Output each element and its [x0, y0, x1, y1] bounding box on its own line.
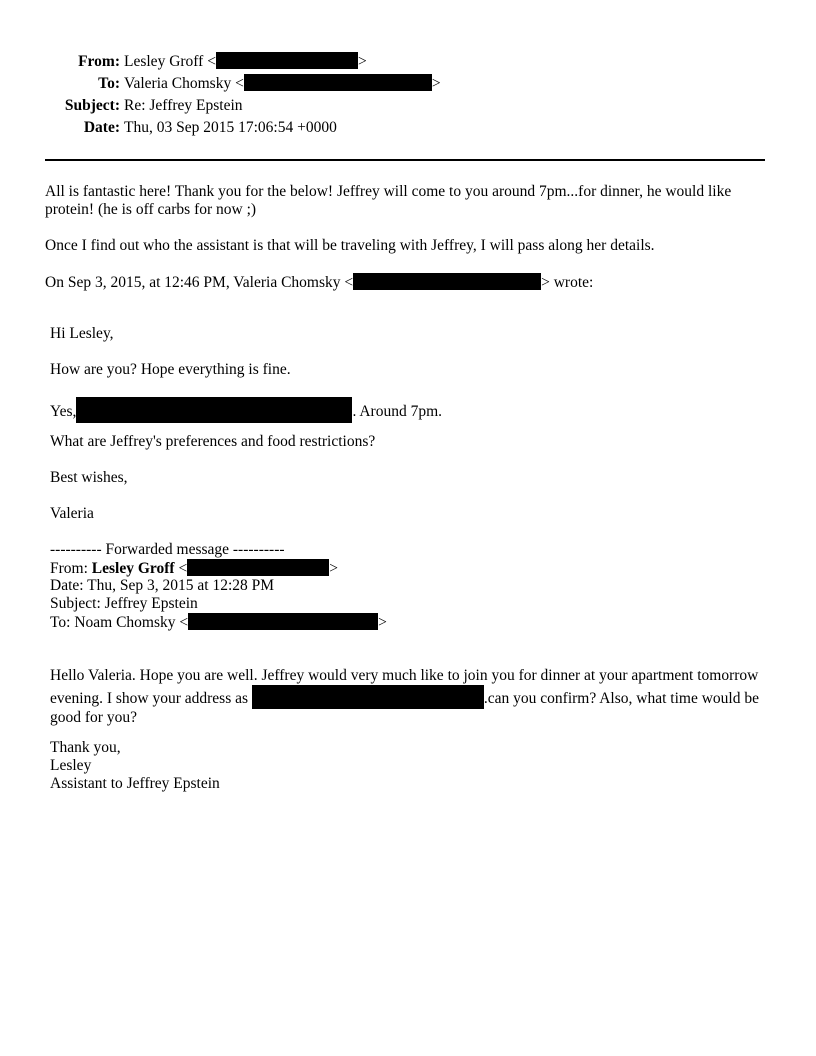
- redaction-box: [252, 685, 484, 709]
- redaction-box: [76, 397, 352, 423]
- quoted-line-1: How are you? Hope everything is fine.: [50, 361, 291, 378]
- quoted-line-3: What are Jeffrey's preferences and food restrictions?: [50, 433, 376, 450]
- quoted-line-2: [50, 397, 765, 423]
- forwarded-from-open: <: [174, 560, 188, 577]
- to-label: To:: [98, 75, 120, 92]
- header-date-row: [0, 118, 337, 138]
- header-subject-row: [0, 96, 243, 116]
- redaction-box: [187, 559, 329, 576]
- quoted-signature: Valeria: [50, 505, 94, 522]
- redaction-box: [353, 273, 541, 290]
- forwarded-to-prefix: To: Noam Chomsky <: [50, 614, 189, 631]
- redaction-box: [216, 52, 358, 69]
- subject-value: Re: Jeffrey Epstein: [124, 97, 243, 114]
- date-value: Thu, 03 Sep 2015 17:06:54 +0000: [124, 119, 337, 136]
- quoted-greeting: Hi Lesley,: [50, 325, 114, 342]
- redaction-box: [188, 613, 378, 630]
- forwarded-from-line: [50, 559, 765, 578]
- reply-attribution: [45, 273, 769, 292]
- forwarded-to-line: [50, 613, 765, 632]
- original-body-part-1: Hello Valeria. Hope you are well. Jeffrey would very much like to join you for dinner at your apartment tomorrow evening. I show your address as: [50, 667, 759, 707]
- forwarded-from-close: >: [329, 560, 338, 577]
- forwarded-separator: ---------- Forwarded message ----------: [50, 541, 285, 558]
- forwarded-from-label: From:: [50, 560, 92, 577]
- from-close-bracket: >: [357, 53, 367, 70]
- to-value: [124, 75, 441, 92]
- original-body: [50, 667, 760, 727]
- original-thanks: Thank you,: [50, 739, 121, 756]
- reply-paragraph-1: All is fantastic here! Thank you for the below! Jeffrey will come to you around 7pm...for dinner, he would like protein! (he is off carbs for now ;): [45, 183, 732, 218]
- header-to-row: [0, 74, 441, 94]
- quoted-line-2-suffix: . Around 7pm.: [352, 403, 442, 420]
- forwarded-from-name: Lesley Groff: [91, 560, 175, 577]
- original-body-part-2: .can you confirm? Also, what time would be good for you?: [50, 690, 759, 726]
- quoted-line-2-prefix: Yes,: [50, 403, 77, 420]
- to-name: Valeria Chomsky <: [124, 75, 244, 92]
- attribution-prefix: On Sep 3, 2015, at 12:46 PM, Valeria Chomsky <: [45, 274, 354, 291]
- date-label: Date:: [83, 119, 120, 136]
- to-close-bracket: >: [431, 75, 441, 92]
- original-title: Assistant to Jeffrey Epstein: [50, 775, 220, 792]
- redaction-box: [244, 74, 432, 91]
- from-label: From:: [78, 53, 120, 70]
- attribution-suffix: > wrote:: [541, 274, 594, 291]
- quoted-signoff: Best wishes,: [50, 469, 128, 486]
- original-name: Lesley: [50, 757, 92, 774]
- header-from-row: [0, 52, 367, 72]
- forwarded-subject-line: Subject: Jeffrey Epstein: [50, 595, 198, 612]
- from-name: Lesley Groff <: [124, 53, 216, 70]
- header-divider: [45, 159, 765, 161]
- reply-paragraph-2: Once I find out who the assistant is that will be traveling with Jeffrey, I will pass along her details.: [45, 237, 655, 254]
- from-value: [124, 53, 367, 70]
- forwarded-to-close: >: [378, 614, 387, 631]
- subject-label: Subject:: [64, 97, 120, 114]
- forwarded-date-line: Date: Thu, Sep 3, 2015 at 12:28 PM: [50, 577, 275, 594]
